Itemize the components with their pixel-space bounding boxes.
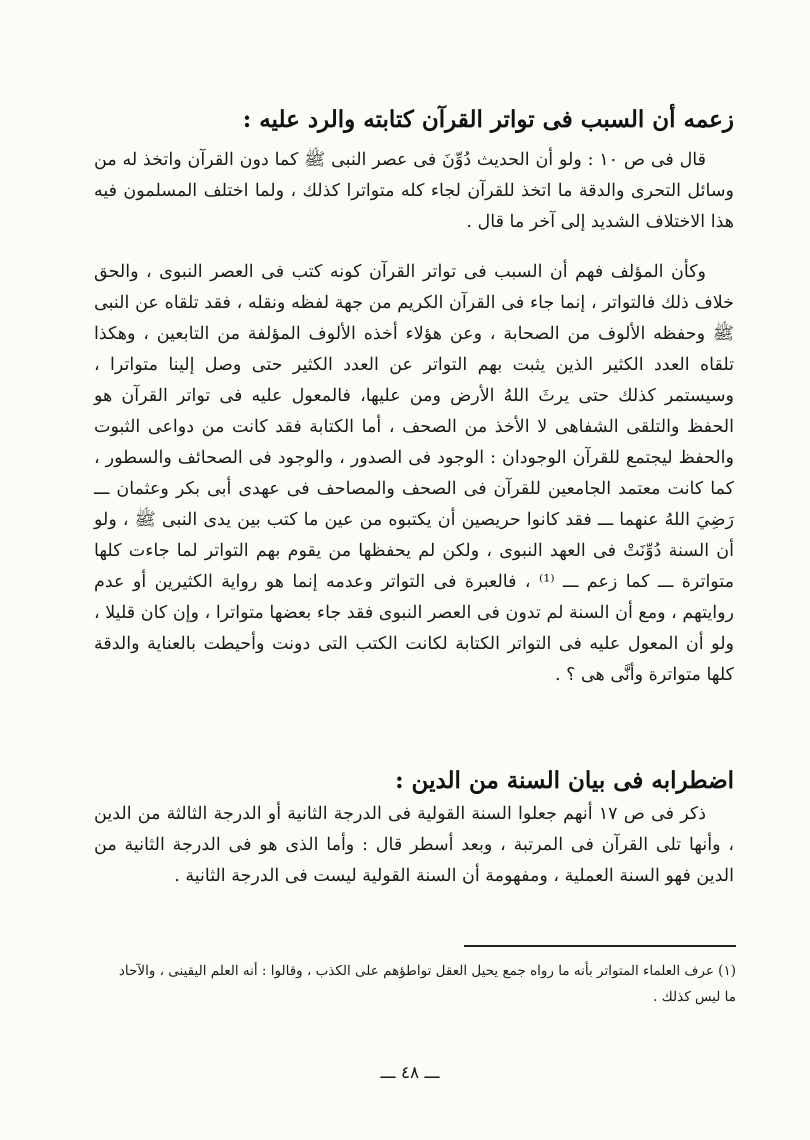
footnote-divider <box>464 945 736 947</box>
paragraph-quote-page-10: قال فى ص ١٠ : ولو أن الحديث دُوِّنَ فى عصر النبى ﷺ كما دون القرآن واتخذ له من وسائل التحرى والدقة ما اتخذ للقرآن لجاء كله متواترا كذلك ، ولما اختلف المسلمون فيه هذا الاختلاف الشديد إلى آخر ما قال . <box>94 150 734 232</box>
section-heading-quran-tawatur: زعمه أن السبب فى تواتر القرآن كتابته والرد عليه : <box>242 106 734 133</box>
paragraph-page-17: ذكر فى ص ١٧ أنهم جعلوا السنة القولية فى الدرجة الثانية أو الدرجة الثالثة من الدين ، وأنها تلى القرآن فى المرتبة ، وبعد أسطر قال : وأما الذى هو فى الدرجة الثانية من الدين فهو السنة العملية ، ومفهومة أن السنة القولية ليست فى الدرجة الثانية . <box>94 804 734 886</box>
paragraph-rebuttal: وكأن المؤلف فهم أن السبب فى تواتر القرآن كونه كتب فى العصر النبوى ، والحق خلاف ذلك فالتواتر ، إنما جاء فى القرآن الكريم من جهة لفظه ونقله ، فقد تلقاه عن النبى ﷺ وحفظه الألوف من الصحابة ، وعن هؤلاء أخذه الألوف المؤلفة من التابعين ، وهكذا تلقاه العدد الكثير الذين يثبت بهم التواتر عن العدد الكثير حتى وصل إلينا متواترا ، وسيستمر كذلك حتى يرثَ اللهُ الأرض ومن عليها، فالمعول عليه فى تواتر القرآن هو الحفظ والتلقى الشفاهى لا الأخذ من الصحف ، أما الكتابة فقد كانت من دواعى الثبوت والحفظ ليجتمع للقرآن الوجودان : الوجود فى الصدور ، والوجود فى الصحائف والسطور ، كما كانت معتمد الجامعين للقرآن فى الصحف والمصاحف فى عهدى أبى بكر وعثمان ـــ رَضِيَ اللهُ عنهما ـــ فقد كانوا حريصين أن يكتبوه من عين ما كتب بين يدى النبى ﷺ ، ولو أن السنة دُوِّنَتْ فى العهد النبوى ، ولكن لم يحفظها من يقوم بهم التواتر لما جاءت كلها متواترة ـــ كما زعم ـــ ⁽¹⁾ ، فالعبرة فى التواتر وعدمه إنما هو رواية الكثيرين أو عدم روايتهم ، ومع أن السنة لم تدون فى العصر النبوى فقد جاء بعضها متواترا ، وإن كان قليلا ، ولو أن المعول عليه فى التواتر الكتابة لكانت الكتب التى دونت وأحيطت بالعناية والدقة كلها متواترة وأنَّى هى ؟ . <box>94 262 734 685</box>
page-number: ـــ ٤٨ ـــ <box>380 1063 440 1083</box>
footnote-1: (١) عرف العلماء المتواتر بأنه ما رواه جمع يحيل العقل تواطؤهم على الكذب ، وقالوا : أنه العلم اليقينى ، والآحاد ما ليس كذلك . <box>118 963 736 1005</box>
section-heading-sunnah-rank: اضطرابه فى بيان السنة من الدين : <box>395 767 734 794</box>
